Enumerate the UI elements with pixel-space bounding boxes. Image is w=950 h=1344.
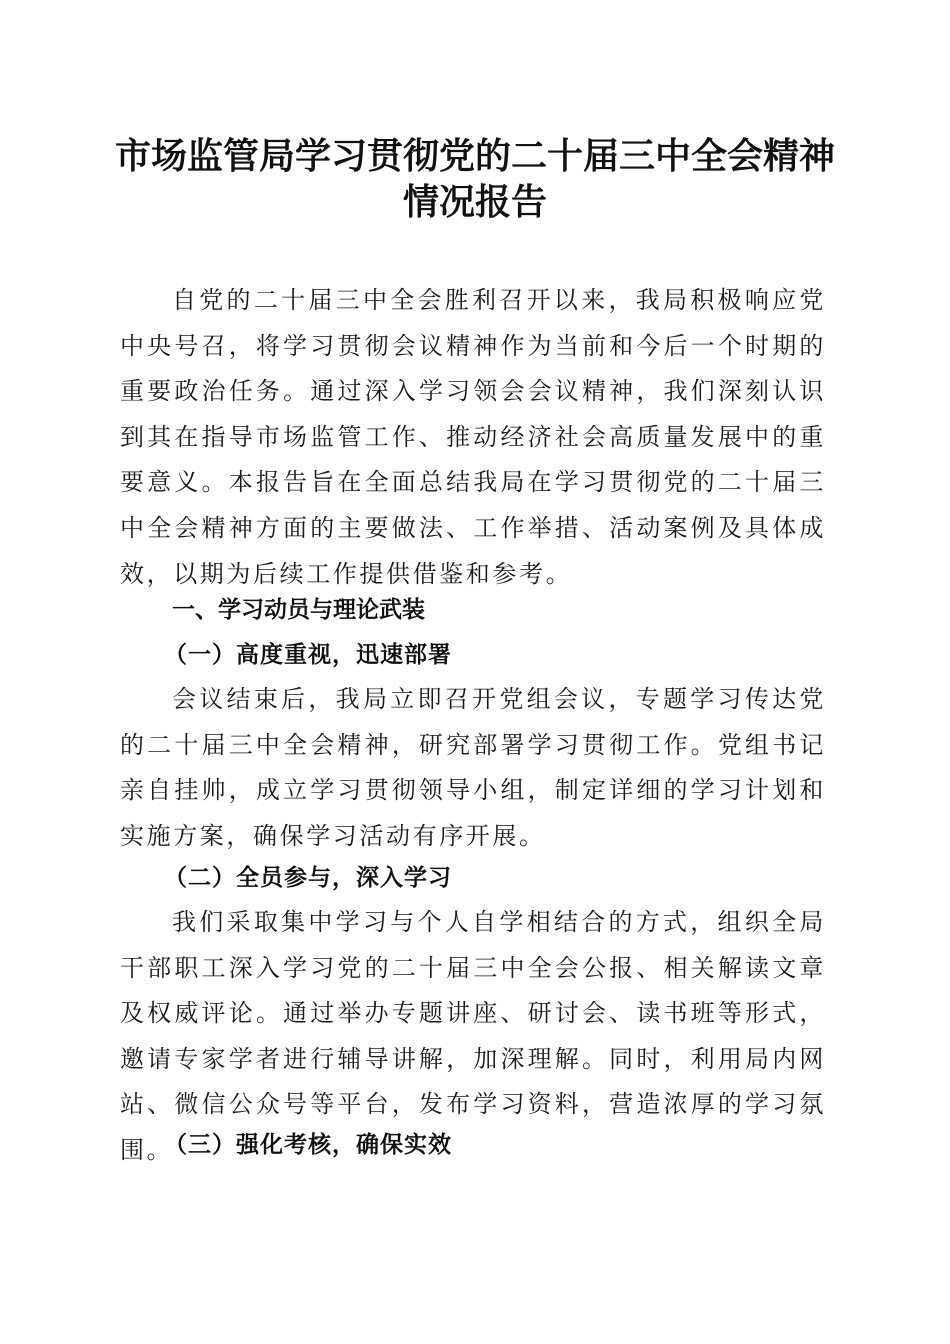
title-line-1: 市场监管局学习贯彻党的二十届三中全会精神: [114, 135, 835, 177]
intro-paragraph: 自党的二十届三中全会胜利召开以来，我局积极响应党中央号召，将学习贯彻会议精神作为当前和今后一个时期的重要政治任务。通过深入学习领会会议精神，我们深刻认识到其在指导市场监管工作、推动经济社会高质量发展中的重要意义。本报告旨在全面总结我局在学习贯彻党的二十届三中全会精神方面的主要做法、工作举措、活动案例及具体成效，以期为后续工作提供借鉴和参考。: [120, 286, 826, 588]
subsection-1-paragraph: 会议结束后，我局立即召开党组会议，专题学习传达党的二十届三中全会精神，研究部署学习贯彻工作。党组书记亲自挂帅，成立学习贯彻领导小组，制定详细的学习计划和实施方案，确保学习活动有序开展。: [120, 685, 826, 850]
subsection-2-paragraph: 我们采取集中学习与个人自学相结合的方式，组织全局干部职工深入学习党的二十届三中全会公报、相关解读文章及权威评论。通过举办专题讲座、研讨会、读书班等形式，邀请专家学者进行辅导讲解，加深理解。同时，利用局内网站、微信公众号等平台，发布学习资料，营造浓厚的学习氛围。: [120, 908, 826, 1164]
subsection-2-heading: （二）全员参与，深入学习: [164, 864, 452, 891]
document-title: [100, 133, 850, 225]
subsection-1-heading: （一）高度重视，迅速部署: [164, 641, 452, 668]
title-line-2: 情况报告: [402, 181, 547, 223]
subsection-3-heading: （三）强化考核，确保实效: [164, 1131, 452, 1158]
section-1-heading: 一、学习动员与理论武装: [172, 597, 425, 623]
